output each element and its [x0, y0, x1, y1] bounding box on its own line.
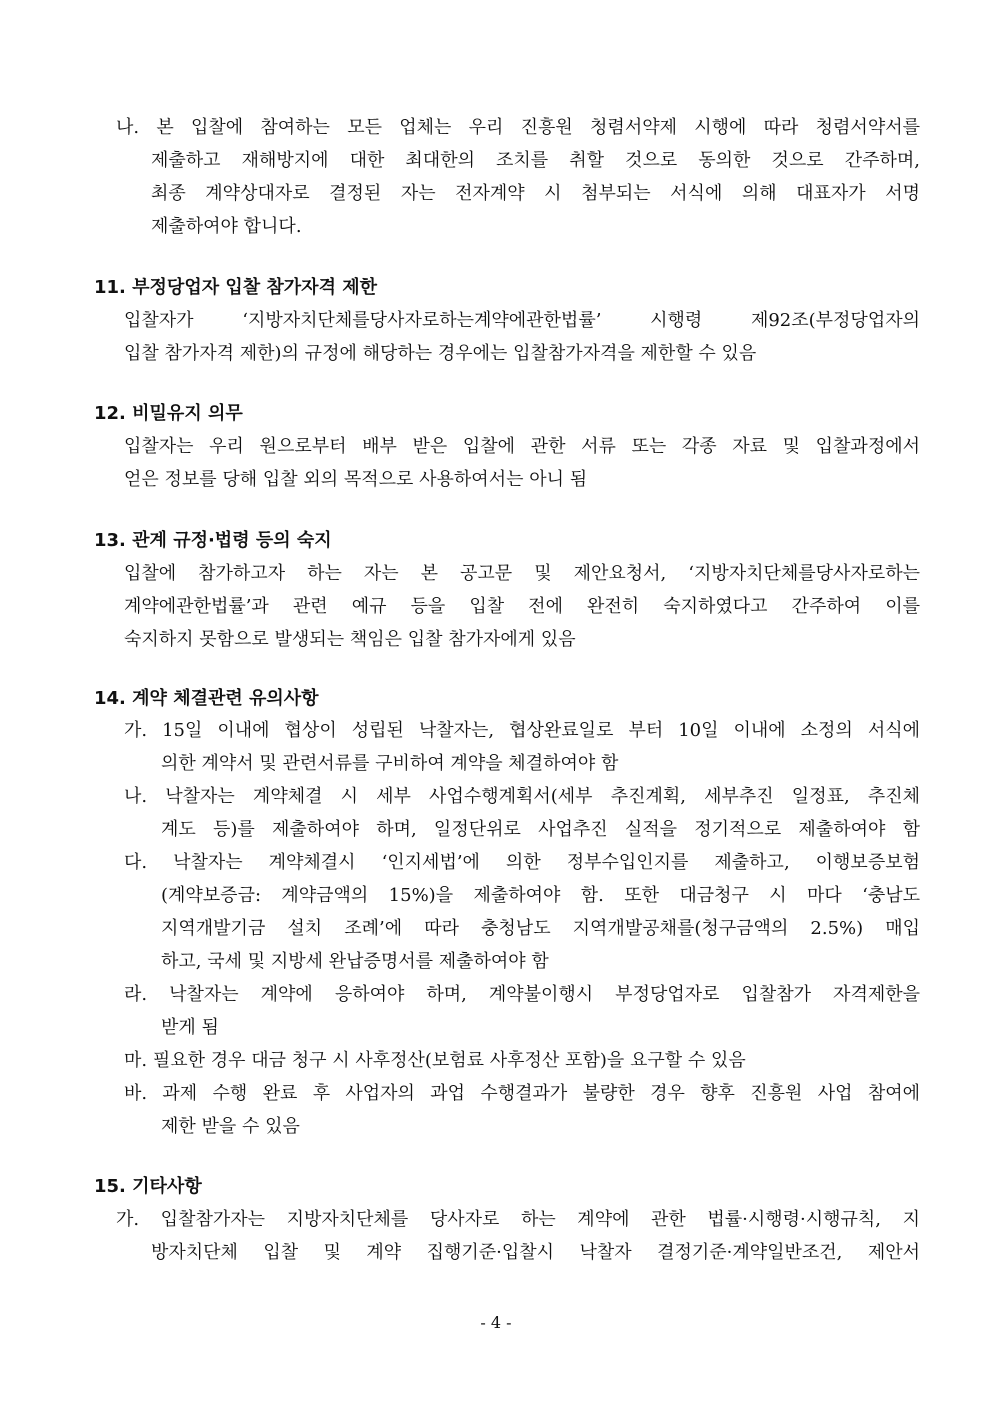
section-14-heading: 14. 계약 체결관련 유의사항 [94, 688, 319, 709]
section-14-item-ga-line-2: 의한 계약서 및 관련서류를 구비하여 계약을 체결하여야 함 [161, 753, 619, 774]
section-14-item-ba-line-1: 바. 과제 수행 완료 후 사업자의 과업 수행결과가 불량한 경우 향후 진흥원 사업 참여에 [124, 1083, 920, 1104]
section-11-line-2: 입찰 참가자격 제한)의 규정에 해당하는 경우에는 입찰참가자격을 제한할 수 있음 [124, 343, 757, 364]
page-number: - 4 - [480, 1313, 512, 1332]
section-14-item-ra-line-1: 라. 낙찰자는 계약에 응하여야 하며, 계약불이행시 부정당업자로 입찰참가 자격제한을 [124, 984, 920, 1005]
item-na-line-4: 제출하여야 합니다. [151, 216, 302, 237]
item-na-line-1: 나. 본 입찰에 참여하는 모든 업체는 우리 진흥원 청렴서약제 시행에 따라 청렴서약서를 [116, 117, 920, 138]
section-13-line-2: 계약에관한법률’과 관련 예규 등을 입찰 전에 완전히 숙지하였다고 간주하여 이를 [124, 596, 920, 617]
section-11-heading: 11. 부정당업자 입찰 참가자격 제한 [94, 277, 377, 298]
section-14-item-da-line-3: 지역개발기금 설치 조례’에 따라 충청남도 지역개발공채를(청구금액의 2.5%) 매입 [161, 918, 920, 939]
section-14-item-da-line-4: 하고, 국세 및 지방세 완납증명서를 제출하여야 함 [161, 951, 549, 972]
section-13-heading: 13. 관계 규정·법령 등의 숙지 [94, 530, 332, 551]
section-15-item-ga-line-1: 가. 입찰참가자는 지방자치단체를 당사자로 하는 계약에 관한 법률·시행령·시행규칙, 지 [116, 1209, 920, 1230]
section-15-heading: 15. 기타사항 [94, 1176, 202, 1197]
section-13-line-1: 입찰에 참가하고자 하는 자는 본 공고문 및 제안요청서, ‘지방자치단체를당사자로하는 [124, 563, 920, 584]
section-14-item-ga-line-1: 가. 15일 이내에 협상이 성립된 낙찰자는, 협상완료일로 부터 10일 이내에 소정의 서식에 [124, 720, 920, 741]
section-15-item-ga-line-2: 방자치단체 입찰 및 계약 집행기준·입찰시 낙찰자 결정기준·계약일반조건, 제안서 [151, 1242, 920, 1263]
item-na-line-2: 제출하고 재해방지에 대한 최대한의 조치를 취할 것으로 동의한 것으로 간주하며, [151, 150, 920, 171]
section-11-line-1: 입찰자가 ‘지방자치단체를당사자로하는계약에관한법률’ 시행령 제92조(부정당업자의 [124, 310, 920, 331]
section-14-item-ma-line-1: 마. 필요한 경우 대금 청구 시 사후정산(보험료 사후정산 포함)을 요구할 수 있음 [124, 1050, 746, 1071]
section-12-line-2: 얻은 정보를 당해 입찰 외의 목적으로 사용하여서는 아니 됨 [124, 469, 588, 490]
item-na-line-3: 최종 계약상대자로 결정된 자는 전자계약 시 첨부되는 서식에 의해 대표자가 서명 [151, 183, 920, 204]
section-14-item-na-line-1: 나. 낙찰자는 계약체결 시 세부 사업수행계획서(세부 추진계획, 세부추진 일정표, 추진체 [124, 786, 920, 807]
section-12-heading: 12. 비밀유지 의무 [94, 403, 243, 424]
section-14-item-da-line-2: (계약보증금: 계약금액의 15%)을 제출하여야 함. 또한 대금청구 시 마다 ‘충남도 [161, 885, 920, 906]
section-14-item-da-line-1: 다. 낙찰자는 계약체결시 ‘인지세법’에 의한 정부수입인지를 제출하고, 이행보증보험 [124, 852, 920, 873]
section-14-item-ra-line-2: 받게 됨 [161, 1017, 219, 1038]
section-14-item-ba-line-2: 제한 받을 수 있음 [161, 1116, 300, 1137]
section-14-item-na-line-2: 계도 등)를 제출하여야 하며, 일정단위로 사업추진 실적을 정기적으로 제출하여야 함 [161, 819, 920, 840]
section-13-line-3: 숙지하지 못함으로 발생되는 책임은 입찰 참가자에게 있음 [124, 629, 576, 650]
section-12-line-1: 입찰자는 우리 원으로부터 배부 받은 입찰에 관한 서류 또는 각종 자료 및 입찰과정에서 [124, 436, 920, 457]
